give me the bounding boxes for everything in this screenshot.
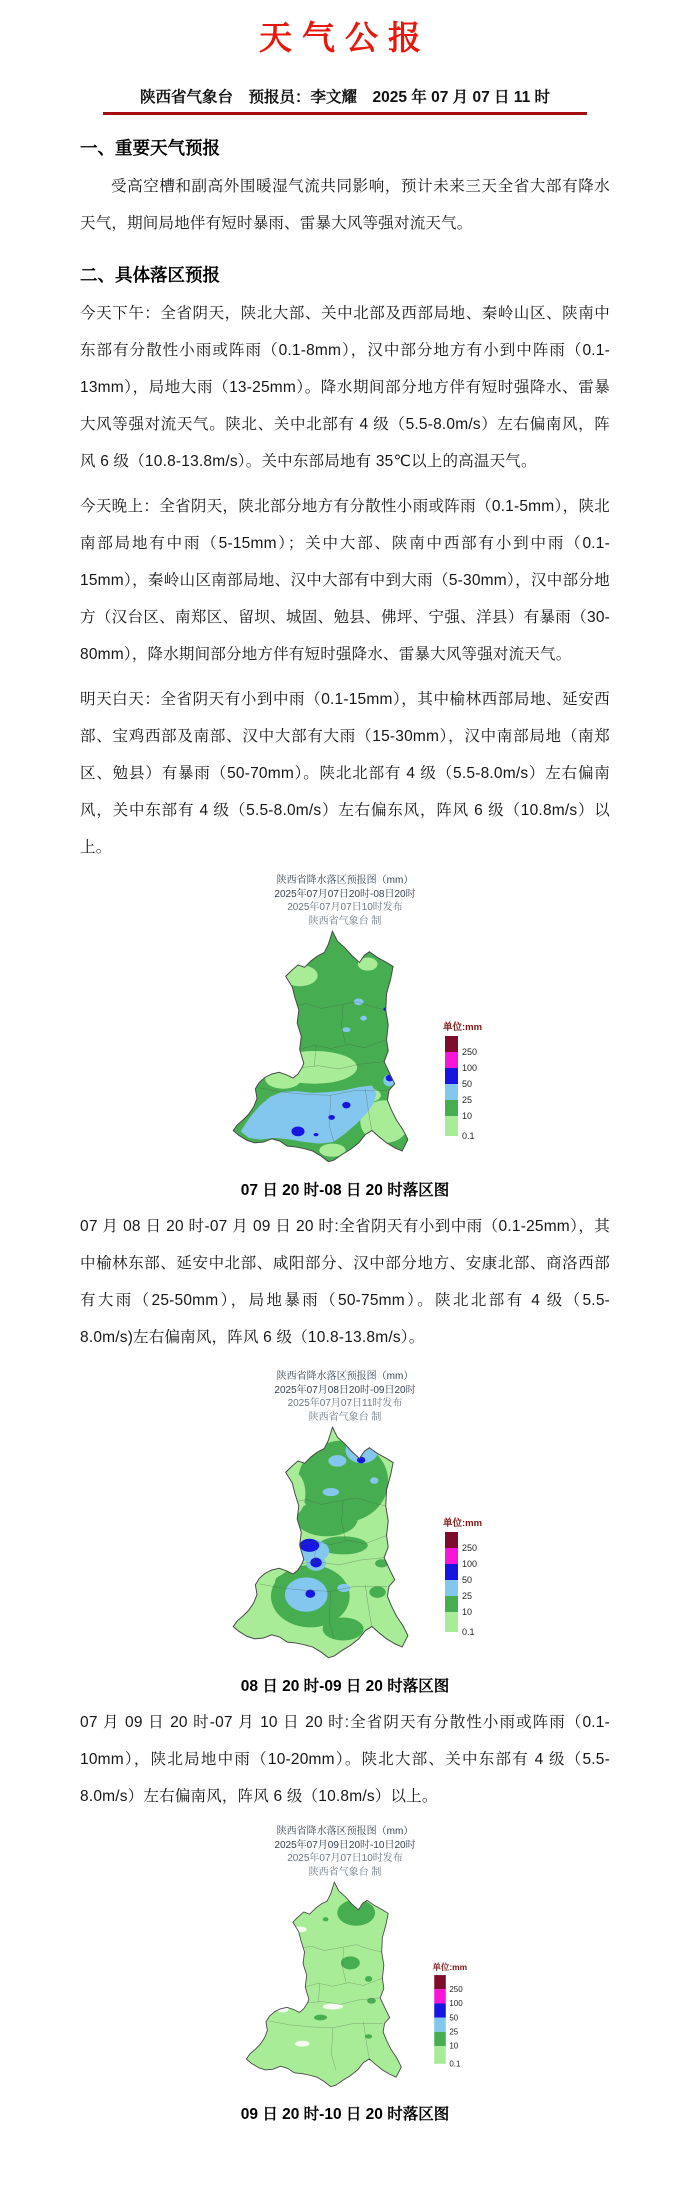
map1-issued: 2025年07月07日10时发布	[287, 902, 403, 913]
legend-swatch-50	[445, 1068, 458, 1084]
map3-legend	[432, 1962, 467, 2069]
forecast-today-afternoon: 今天下午：全省阴天，陕北大部、关中北部及西部局地、秦岭山区、陕南中东部有分散性小雨或阵雨（0.1-8mm），汉中部分地方有小到中阵雨（0.1-13mm），局地大雨（13-25mm）。降水期间部分地方伴有短时强降水、雷暴大风等强对流天气。陕北、关中北部有 4 级（5.5-8.0m/s）左右偏南风，阵风 6 级（10.8-13.8m/s）。关中东部局地有 35℃以上的高温天气。	[80, 305, 610, 470]
legend-swatch-01	[445, 1612, 458, 1632]
map3-title: 陕西省降水落区预报图（mm）	[276, 1826, 414, 1837]
map1-legend	[443, 1021, 482, 1141]
map1-caption: 07 日 20 时-08 日 20 时落区图	[240, 1182, 450, 1199]
bulletin-body-day3	[0, 1704, 690, 1815]
legend-swatch-25	[445, 1580, 458, 1596]
section2-heading: 二、具体落区预报	[80, 265, 220, 285]
legend-swatch-25	[445, 1084, 458, 1100]
legend-label: 50	[462, 1079, 473, 1089]
precip-map-day2-svg	[145, 1426, 545, 1666]
map2-legend	[443, 1517, 482, 1637]
section1-paragraph: 受高空槽和副高外围暖湿气流共同影响，预计未来三天全省大部有降水天气，期间局地伴有短时暴雨、雷暴大风等强对流天气。	[80, 178, 610, 232]
province-map-day3	[238, 1881, 413, 2094]
legend-label: 50	[448, 2013, 458, 2023]
bulletin-body	[0, 135, 690, 866]
issuer-text: 陕西省气象台 预报员：李文耀 2025 年 07 月 07 日 11 时	[140, 89, 550, 106]
forecast-tomorrow-daytime: 明天白天：全省阴天有小到中雨（0.1-15mm），其中榆林西部局地、延安西部、宝鸡西部及南部、汉中大部有大雨（15-30mm），汉中南部局地（南郑区、勉县）有暴雨（50-70mm）。陕北北部有 4 级（5.5-8.0m/s）左右偏南风，关中东部有 4 级（5.5-8.0m/s）左右偏东风，阵风 6 级（10.8m/s）以上。	[80, 691, 610, 856]
legend-swatch-10	[445, 1100, 458, 1116]
bulletin-body-day2	[0, 1208, 690, 1356]
precip-map-figure-day1	[0, 874, 690, 1200]
legend-swatch-100	[445, 1548, 458, 1564]
precip-map-day3-svg	[168, 1881, 523, 2094]
map3-credit: 陕西省气象台 制	[308, 1866, 382, 1878]
legend-label: 25	[462, 1095, 473, 1105]
legend-label: 0.1	[462, 1131, 475, 1141]
legend-swatch-01	[445, 1116, 458, 1136]
map3-header	[0, 1825, 690, 1879]
legend-swatch-100	[434, 1989, 446, 2003]
province-map-day1	[224, 930, 421, 1170]
forecast-day3: 07 月 09 日 20 时-07 月 10 日 20 时:全省阴天有分散性小雨或阵雨（0.1-10mm），陕北局地中雨（10-20mm）。陕北大部、关中东部有 4 级（5.5-8.0m/s）左右偏南风，阵风 6 级（10.8m/s）以上。	[80, 1714, 610, 1805]
legend-label: 25	[462, 1591, 473, 1601]
precip-map-day1-svg	[145, 930, 545, 1170]
map2-caption: 08 日 20 时-09 日 20 时落区图	[240, 1678, 450, 1695]
map3-period: 2025年07月09日20时-10日20时	[274, 1839, 416, 1851]
map2-legend-title: 单位:mm	[443, 1518, 483, 1529]
legend-label: 0.1	[462, 1627, 475, 1637]
province-map-day2	[224, 1426, 421, 1666]
legend-label: 25	[448, 2027, 458, 2037]
legend-label: 50	[462, 1575, 473, 1585]
legend-label: 100	[448, 1999, 463, 2009]
legend-label: 100	[462, 1063, 478, 1073]
legend-swatch-10	[434, 2032, 446, 2046]
map3-legend-title: 单位:mm	[431, 1961, 467, 1972]
legend-swatch-50	[445, 1564, 458, 1580]
precip-map-figure-day3	[0, 1825, 690, 2124]
forecast-tonight: 今天晚上：全省阴天，陕北部分地方有分散性小雨或阵雨（0.1-5mm），陕北南部局地有中雨（5-15mm）；关中大部、陕南中西部有小到中雨（0.1-15mm），秦岭山区南部局地、汉中大部有中到大雨（5-30mm），汉中部分地方（汉台区、南郑区、留坝、城固、勉县、佛坪、宁强、洋县）有暴雨（30-80mm），降水期间部分地方伴有短时强降水、雷暴大风等强对流天气。	[80, 498, 610, 663]
legend-swatch-100	[445, 1052, 458, 1068]
legend-label: 10	[448, 2041, 458, 2051]
section1-heading: 一、重要天气预报	[80, 138, 220, 158]
legend-label: 250	[462, 1047, 478, 1057]
map2-issued: 2025年07月07日11时发布	[287, 1398, 403, 1409]
page-title: 天气公报	[259, 19, 431, 56]
map2-title: 陕西省降水落区预报图（mm）	[276, 1371, 414, 1382]
legend-swatch-250	[445, 1532, 458, 1548]
forecast-day2: 07 月 08 日 20 时-07 月 09 日 20 时:全省阴天有小到中雨（0.1-25mm），其中榆林东部、延安中北部、咸阳部分、汉中部分地方、安康北部、商洛西部有大雨（25-50mm），局地暴雨（50-75mm）。陕北北部有 4 级（5.5-8.0m/s)左右偏南风，阵风 6 级（10.8-13.8m/s）。	[80, 1218, 610, 1346]
legend-label: 100	[462, 1559, 478, 1569]
precip-map-figure-day2	[0, 1370, 690, 1696]
issuer-line	[0, 85, 690, 115]
map3-caption: 09 日 20 时-10 日 20 时落区图	[240, 2106, 450, 2123]
legend-label: 250	[448, 1984, 463, 1994]
map1-legend-title: 单位:mm	[443, 1022, 483, 1033]
legend-label: 10	[462, 1111, 473, 1121]
legend-swatch-50	[434, 2003, 446, 2017]
legend-swatch-01	[434, 2046, 446, 2064]
legend-label: 10	[462, 1607, 473, 1617]
map1-header	[0, 874, 690, 928]
map2-header	[0, 1370, 690, 1424]
map1-period: 2025年07月07日20时-08日20时	[274, 888, 416, 900]
map2-period: 2025年07月08日20时-09日20时	[274, 1384, 416, 1396]
map1-credit: 陕西省气象台 制	[308, 915, 382, 927]
map1-title: 陕西省降水落区预报图（mm）	[276, 875, 414, 886]
legend-label: 250	[462, 1543, 478, 1553]
map3-issued: 2025年07月07日10时发布	[287, 1853, 403, 1864]
legend-swatch-25	[434, 2018, 446, 2032]
legend-swatch-250	[445, 1036, 458, 1052]
legend-label: 0.1	[448, 2059, 460, 2069]
legend-swatch-250	[434, 1975, 446, 1989]
red-underline-rule	[103, 112, 587, 115]
legend-swatch-10	[445, 1596, 458, 1612]
map2-credit: 陕西省气象台 制	[308, 1411, 382, 1423]
